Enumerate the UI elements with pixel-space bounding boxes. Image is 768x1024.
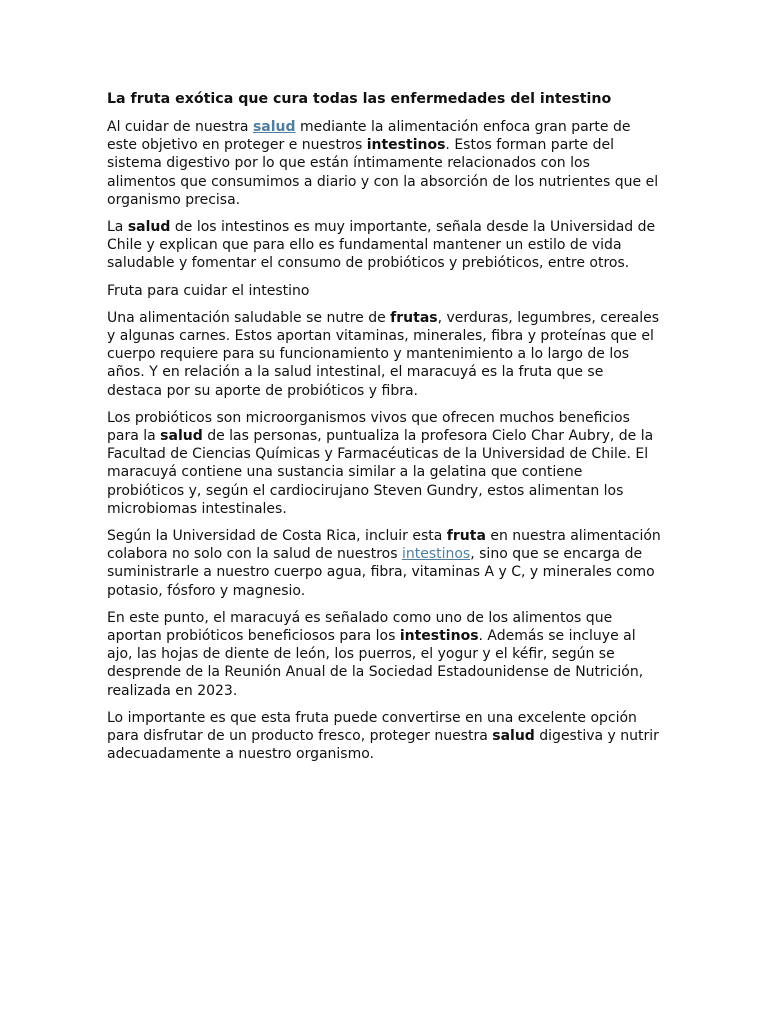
bold-salud: salud <box>160 428 203 445</box>
paragraph-2 <box>107 218 661 273</box>
text-run: mediante la alimentación enfoca gran parte de este objetivo en proteger e nuestros <box>107 119 631 154</box>
bold-salud: salud <box>127 219 171 236</box>
text-run: . Además se incluye al ajo, las hojas de diente de león, los puerros, el yogur y el kéfir, según se desprende de la Reunión Anual de la Sociedad Estadounidense de Nutrición, realizada en 2023. <box>107 628 644 699</box>
text-run: Lo importante es que esta fruta puede convertirse en una excelente opción para disfrutar de un producto fresco, proteger nuestra <box>107 709 637 745</box>
text-run: . Estos forman parte del sistema digestivo por lo que están íntimamente relacionados con los alimentos que consumimos a diario y con la absorción de los nutrientes que el organismo precisa. <box>107 137 659 208</box>
paragraph-6 <box>107 609 661 700</box>
paragraph-4 <box>107 409 661 518</box>
bold-intestinos: intestinos <box>399 628 479 645</box>
text-run: Los probióticos son microorganismos vivos que ofrecen muchos beneficios para la <box>107 409 630 445</box>
text-run: en nuestra alimentación colabora no solo con la salud de nuestros <box>107 528 661 563</box>
text-run: Una alimentación saludable se nutre de <box>107 309 391 326</box>
text-run: Al cuidar de nuestra <box>107 119 253 135</box>
paragraph-1 <box>107 118 661 209</box>
text-run: de las personas, puntualiza la profesora Cielo Char Aubry, de la Facultad de Ciencias Químicas y Farmacéuticas de la Universidad de Chile. El maracuyá contiene una sustancia similar a la gelatina que contiene probióticos y, según el cardiocirujano Steven Gundry, estos alimentan los microbiomas intestinales. <box>107 428 654 517</box>
paragraph-3 <box>107 309 661 400</box>
text-run: La <box>107 219 128 236</box>
article-title: La fruta exótica que cura todas las enfermedades del intestino <box>107 91 612 107</box>
link-salud[interactable]: salud <box>252 119 296 135</box>
bold-salud: salud <box>492 728 535 745</box>
text-run: digestiva y nutrir adecuadamente a nuestro organismo. <box>107 728 659 763</box>
paragraph-5 <box>107 527 661 600</box>
section-subheading: Fruta para cuidar el intestino <box>107 282 310 299</box>
text-run: Según la Universidad de Costa Rica, incluir esta <box>107 528 447 545</box>
link-intestinos[interactable]: intestinos <box>401 546 471 563</box>
bold-intestinos: intestinos <box>366 137 446 154</box>
text-run: En este punto, el maracuyá es señalado como uno de los alimentos que aportan probióticos beneficiosos para los <box>107 609 613 645</box>
text-run: , sino que se encarga de suministrarle a nuestro cuerpo agua, fibra, vitaminas A y C, y minerales como potasio, fósforo y magnesio. <box>107 546 655 599</box>
bold-fruta: fruta <box>446 528 486 545</box>
paragraph-7 <box>107 709 661 764</box>
text-run: , verduras, legumbres, cereales y algunas carnes. Estos aportan vitaminas, minerales, fibra y proteínas que el cuerpo requiere para su funcionamiento y mantenimiento a lo largo de los años. Y en relación a la salud intestinal, el maracuyá es la fruta que se destaca por su aporte de probióticos y fibra. <box>107 309 659 399</box>
text-run: de los intestinos es muy importante, señala desde la Universidad de Chile y explican que para ello es fundamental mantener un estilo de vida saludable y fomentar el consumo de probióticos y prebióticos, entre otros. <box>107 219 656 272</box>
bold-frutas: frutas <box>390 309 438 326</box>
